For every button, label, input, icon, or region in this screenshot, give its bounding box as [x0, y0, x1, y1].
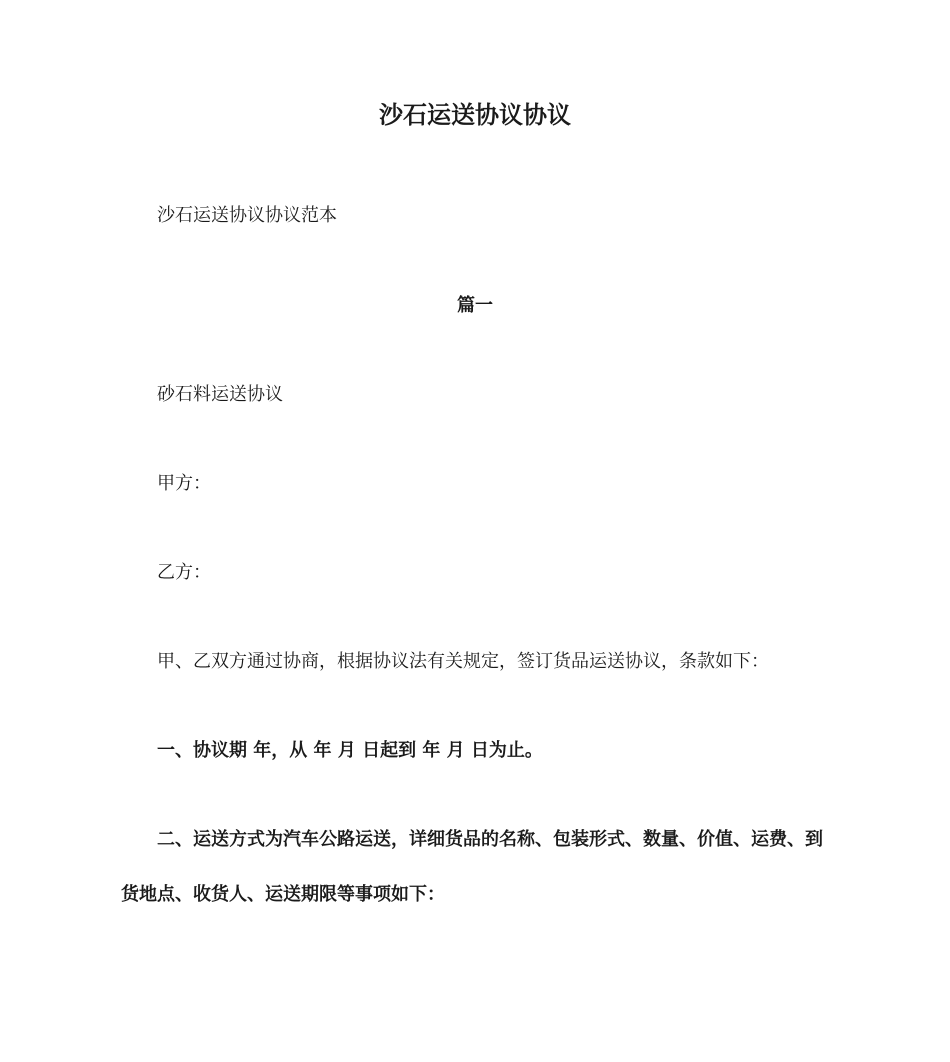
agreement-heading: 砂石料运送协议 [157, 384, 283, 405]
clause-2-line-2: 货地点、收货人、运送期限等事项如下： [121, 884, 445, 905]
clause-2-line-1: 二、运送方式为汽车公路运送，详细货品的名称、包装形式、数量、价值、运费、到 [157, 829, 823, 850]
document-subtitle: 沙石运送协议协议范本 [157, 205, 337, 226]
section-label: 篇一 [457, 295, 493, 316]
party-b-label: 乙方： [157, 562, 211, 583]
document-title: 沙石运送协议协议 [379, 101, 571, 129]
clause-1: 一、协议期 年，从 年 月 日起到 年 月 日为止。 [157, 740, 543, 761]
party-a-label: 甲方： [157, 473, 211, 494]
intro-paragraph: 甲、乙双方通过协商，根据协议法有关规定，签订货品运送协议，条款如下： [157, 651, 769, 672]
